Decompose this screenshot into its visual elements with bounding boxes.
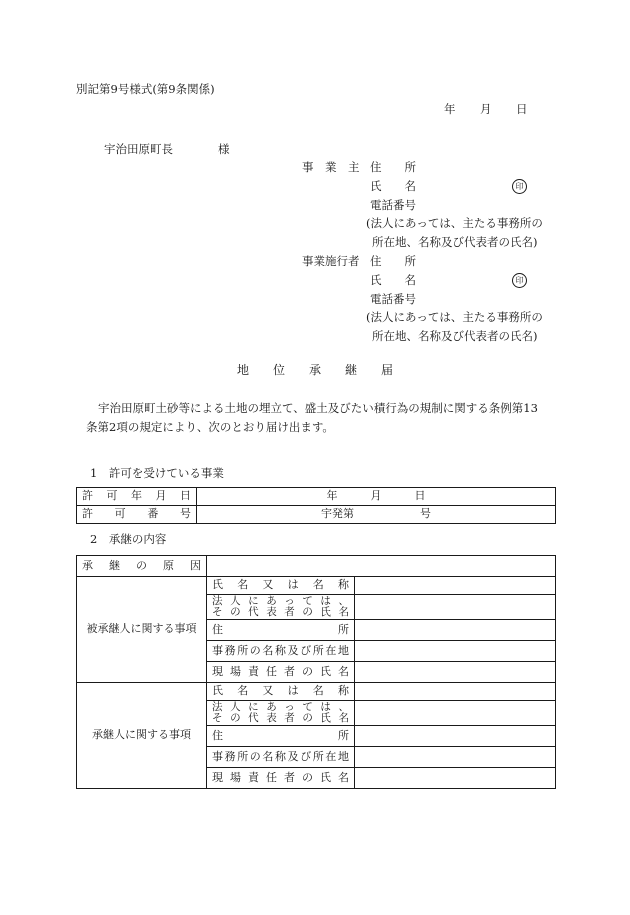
date-day-label: 日 xyxy=(516,102,528,116)
section2-heading: 2 承継の内容 xyxy=(90,532,167,546)
table-row xyxy=(77,556,556,577)
successor-rep-line2: その代表者の氏名 xyxy=(212,712,349,724)
permit-date-value[interactable]: 年 月 日 xyxy=(197,488,556,506)
section1-heading: 1 許可を受けている事業 xyxy=(90,466,224,480)
successor-rep-input[interactable] xyxy=(355,701,556,726)
business-owner-address-label: 住 所 xyxy=(370,160,416,174)
predecessor-rep-label xyxy=(207,595,355,620)
predecessor-address-char-a: 住 xyxy=(212,622,223,636)
predecessor-name-label: 氏名又は名称 xyxy=(207,577,355,595)
predecessor-name-input[interactable] xyxy=(355,577,556,595)
addressee-honorific: 様 xyxy=(218,142,230,156)
business-executor-note-line2: 所在地、名称及び代表者の氏名) xyxy=(372,329,538,343)
date-month-label: 月 xyxy=(480,102,492,116)
successor-address-input[interactable] xyxy=(355,726,556,747)
predecessor-rep-line1: 法人にあっては、 xyxy=(212,594,349,607)
cause-input[interactable] xyxy=(207,556,556,577)
successor-rep-line1: 法人にあっては、 xyxy=(212,700,349,713)
permit-number-label: 許可番号 xyxy=(77,506,197,524)
business-executor-address-label: 住 所 xyxy=(370,254,416,268)
table-row xyxy=(77,577,556,595)
business-executor-role: 事業施行者 xyxy=(302,254,360,268)
business-owner-name-label: 氏 名 xyxy=(370,179,416,193)
predecessor-office-label: 事務所の名称及び所在地 xyxy=(207,641,355,662)
cause-label: 承継の原因 xyxy=(77,556,207,577)
body-line-2: 条第2項の規定により、次のとおり届け出ます。 xyxy=(86,420,334,434)
successor-office-label: 事務所の名称及び所在地 xyxy=(207,747,355,768)
business-executor-name-label: 氏 名 xyxy=(370,273,416,287)
business-executor-seal-icon: 印 xyxy=(512,273,527,288)
successor-address-char-b: 所 xyxy=(338,728,349,742)
predecessor-rep-line2: その代表者の氏名 xyxy=(212,606,349,618)
successor-address-char-a: 住 xyxy=(212,728,223,742)
table-row xyxy=(77,506,556,524)
predecessor-address-input[interactable] xyxy=(355,620,556,641)
permit-date-label: 許可年月日 xyxy=(77,488,197,506)
successor-name-label: 氏名又は名称 xyxy=(207,683,355,701)
business-owner-note-line1: (法人にあっては、主たる事務所の xyxy=(366,216,543,230)
predecessor-office-input[interactable] xyxy=(355,641,556,662)
business-executor-note-line1: (法人にあっては、主たる事務所の xyxy=(366,310,543,324)
document-title: 地 位 承 継 届 xyxy=(236,363,393,377)
table-row xyxy=(77,683,556,701)
successor-manager-input[interactable] xyxy=(355,768,556,789)
date-year-label: 年 xyxy=(444,102,456,116)
succession-table xyxy=(76,555,556,789)
form-label: 別記第9号様式(第9条関係) xyxy=(76,82,215,96)
predecessor-section-label: 被承継人に関する事項 xyxy=(77,577,207,683)
successor-name-input[interactable] xyxy=(355,683,556,701)
predecessor-rep-input[interactable] xyxy=(355,595,556,620)
body-line-1: 宇治田原町土砂等による土地の埋立て、盛土及びたい積行為の規制に関する条例第13 xyxy=(98,401,538,415)
permit-table xyxy=(76,487,556,524)
predecessor-address-label xyxy=(207,620,355,641)
predecessor-address-char-b: 所 xyxy=(338,622,349,636)
successor-section-label: 承継人に関する事項 xyxy=(77,683,207,789)
predecessor-manager-label: 現場責任者の氏名 xyxy=(207,662,355,683)
business-executor-phone-label: 電話番号 xyxy=(370,292,416,306)
business-owner-note-line2: 所在地、名称及び代表者の氏名) xyxy=(372,235,538,249)
predecessor-manager-input[interactable] xyxy=(355,662,556,683)
successor-manager-label: 現場責任者の氏名 xyxy=(207,768,355,789)
business-owner-phone-label: 電話番号 xyxy=(370,198,416,212)
successor-office-input[interactable] xyxy=(355,747,556,768)
successor-address-label xyxy=(207,726,355,747)
business-owner-seal-icon: 印 xyxy=(512,179,527,194)
table-row xyxy=(77,488,556,506)
successor-rep-label xyxy=(207,701,355,726)
business-owner-role: 事 業 主 xyxy=(302,160,360,174)
permit-number-value[interactable]: 宇発第 号 xyxy=(197,506,556,524)
addressee-name: 宇治田原町長 xyxy=(104,142,173,156)
